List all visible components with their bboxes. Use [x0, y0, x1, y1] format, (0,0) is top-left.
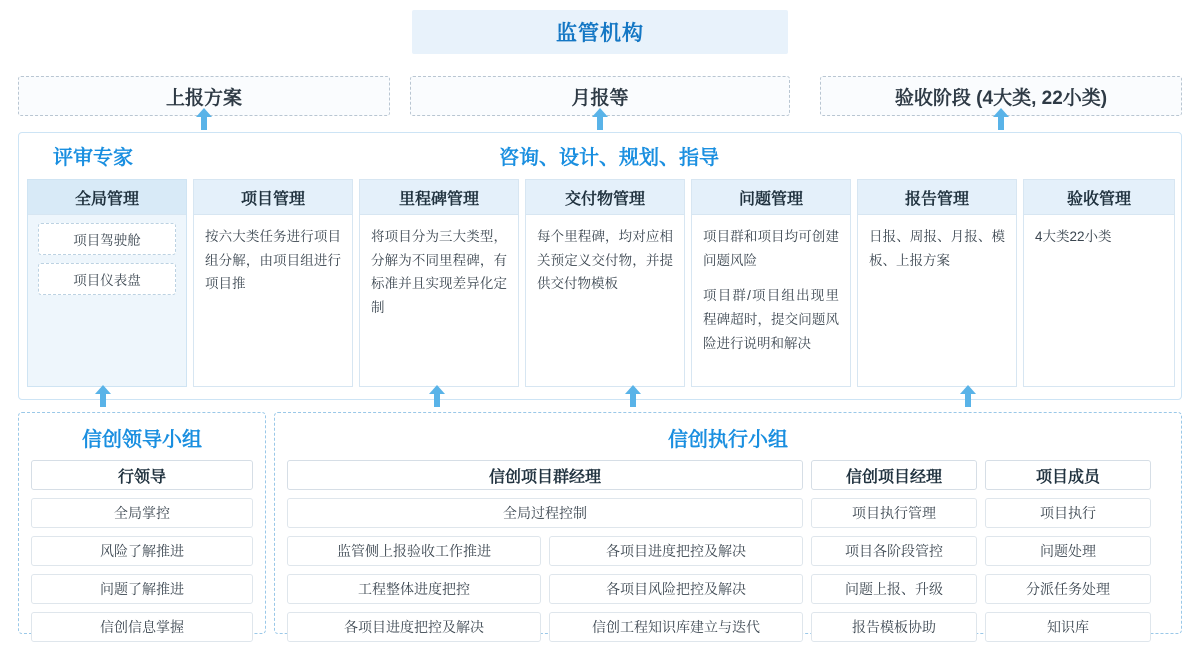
column-issue-management	[691, 179, 851, 387]
table-row	[287, 612, 1169, 642]
table-row	[287, 498, 1169, 528]
column-head: 报告管理	[858, 180, 1016, 215]
arrow-stem	[998, 116, 1004, 130]
middle-panel	[18, 132, 1182, 400]
column-body	[526, 215, 684, 306]
pill-project-cockpit: 项目驾驶舱	[38, 223, 176, 255]
middle-heading-right: 咨询、设计、规划、指导	[499, 147, 719, 169]
table-row	[287, 536, 1169, 566]
column-head: 项目管理	[194, 180, 352, 215]
list-item: 全局掌控	[31, 498, 253, 528]
report-box-monthly: 月报等	[410, 76, 790, 116]
column-head: 交付物管理	[526, 180, 684, 215]
cell-program-left: 各项目进度把控及解决	[287, 612, 541, 642]
leadership-group-title: 信创领导小组	[82, 429, 202, 451]
column-paragraph: 项目群/项目组出现里程碑超时，提交问题风险进行说明和解决	[703, 288, 839, 351]
pill-project-dashboard: 项目仪表盘	[38, 263, 176, 295]
cell-member: 项目执行	[985, 498, 1151, 528]
cell-program-right: 各项目风险把控及解决	[549, 574, 803, 604]
middle-heading-left: 评审专家	[53, 147, 133, 169]
cell-program-right: 各项目进度把控及解决	[549, 536, 803, 566]
column-global-management	[27, 179, 187, 387]
cell-manager: 问题上报、升级	[811, 574, 977, 604]
arrow-stem	[434, 393, 440, 407]
cell-member: 问题处理	[985, 536, 1151, 566]
cell-program-right: 信创工程知识库建立与迭代	[549, 612, 803, 642]
column-milestone-management	[359, 179, 519, 387]
arrow-stem	[597, 116, 603, 130]
cell-manager: 项目执行管理	[811, 498, 977, 528]
head-project-member: 项目成员	[985, 460, 1151, 490]
arrow-up-plan	[196, 108, 212, 130]
column-head: 全局管理	[28, 180, 186, 215]
cell-member: 分派任务处理	[985, 574, 1151, 604]
column-paragraph: 4大类22小类	[1035, 229, 1112, 244]
column-report-management	[857, 179, 1017, 387]
leadership-group-list	[31, 460, 253, 642]
top-title: 监管机构	[412, 10, 788, 54]
table-row-heads	[287, 460, 1169, 490]
cell-program-left: 监管侧上报验收工作推进	[287, 536, 541, 566]
column-head: 验收管理	[1024, 180, 1174, 215]
column-paragraph: 项目群和项目均可创建问题风险	[703, 229, 839, 268]
column-paragraph: 日报、周报、月报、模板、上报方案	[869, 229, 1005, 268]
arrow-up-acceptance	[993, 108, 1009, 130]
report-box-acceptance: 验收阶段 (4大类, 22小类)	[820, 76, 1182, 116]
execution-group-panel	[274, 412, 1182, 634]
report-box-plan: 上报方案	[18, 76, 390, 116]
column-deliverable-management	[525, 179, 685, 387]
list-item: 信创信息掌握	[31, 612, 253, 642]
arrow-up-deliverable	[625, 385, 641, 407]
arrow-stem	[201, 116, 207, 130]
arrow-stem	[100, 393, 106, 407]
column-paragraph: 每个里程碑，均对应相关预定义交付物，并提供交付物模板	[537, 229, 673, 292]
column-paragraph: 按六大类任务进行项目组分解，由项目组进行项目推	[205, 229, 341, 292]
head-program-manager: 信创项目群经理	[287, 460, 803, 490]
arrow-up-global	[95, 385, 111, 407]
column-head: 里程碑管理	[360, 180, 518, 215]
list-item: 风险了解推进	[31, 536, 253, 566]
column-body	[194, 215, 352, 306]
column-project-management	[193, 179, 353, 387]
head-project-manager: 信创项目经理	[811, 460, 977, 490]
leadership-head: 行领导	[31, 460, 253, 490]
arrow-up-report	[960, 385, 976, 407]
column-paragraph: 将项目分为三大类型，分解为不同里程碑，有标准并且实现差异化定制	[371, 229, 507, 315]
execution-group-title: 信创执行小组	[668, 429, 788, 451]
column-acceptance-management	[1023, 179, 1175, 387]
arrow-stem	[965, 393, 971, 407]
cell-program-left: 工程整体进度把控	[287, 574, 541, 604]
list-item: 问题了解推进	[31, 574, 253, 604]
cell-member: 知识库	[985, 612, 1151, 642]
execution-group-grid	[275, 460, 1181, 642]
column-head: 问题管理	[692, 180, 850, 215]
arrow-up-milestone	[429, 385, 445, 407]
column-body	[360, 215, 518, 330]
cell-manager: 报告模板协助	[811, 612, 977, 642]
arrow-stem	[630, 393, 636, 407]
column-body	[858, 215, 1016, 282]
table-row	[287, 574, 1169, 604]
column-body	[1024, 215, 1174, 259]
cell-program: 全局过程控制	[287, 498, 803, 528]
cell-manager: 项目各阶段管控	[811, 536, 977, 566]
arrow-up-monthly	[592, 108, 608, 130]
column-body	[692, 215, 850, 365]
leadership-group-panel	[18, 412, 266, 634]
